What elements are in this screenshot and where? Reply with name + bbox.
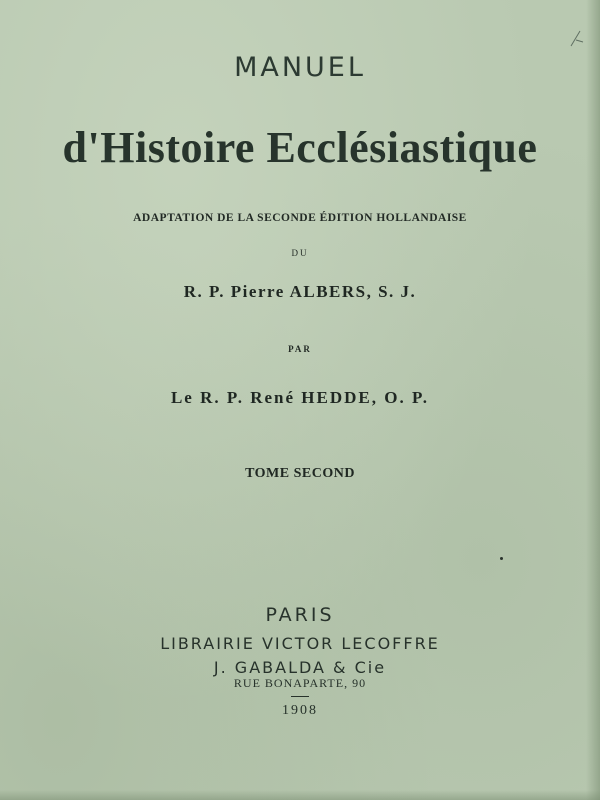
paper-speck (500, 557, 503, 560)
connector-par: PAR (288, 344, 312, 354)
imprint-publisher: LIBRAIRIE VICTOR LECOFFRE (160, 634, 440, 653)
imprint-city: PARIS (265, 604, 335, 626)
imprint-year: 1908 (282, 703, 318, 718)
imprint-publisher-2: J. GABALDA & Cie (213, 658, 387, 677)
imprint-rule (291, 696, 309, 697)
page-bottom-shadow (0, 790, 600, 800)
edition-note: ADAPTATION DE LA SECONDE ÉDITION HOLLANDAISE (133, 212, 467, 224)
book-title: d'Histoire Ecclésiastique (62, 123, 538, 172)
pencil-mark-icon (568, 28, 586, 50)
connector-du: DU (291, 248, 309, 258)
imprint-street: RUE BONAPARTE, 90 (233, 676, 367, 690)
adapter-name: Le R. P. René HEDDE, O. P. (170, 388, 430, 407)
volume-label: TOME SECOND (245, 466, 355, 481)
author-name: R. P. Pierre ALBERS, S. J. (183, 282, 417, 301)
book-heading: MANUEL (234, 52, 366, 83)
